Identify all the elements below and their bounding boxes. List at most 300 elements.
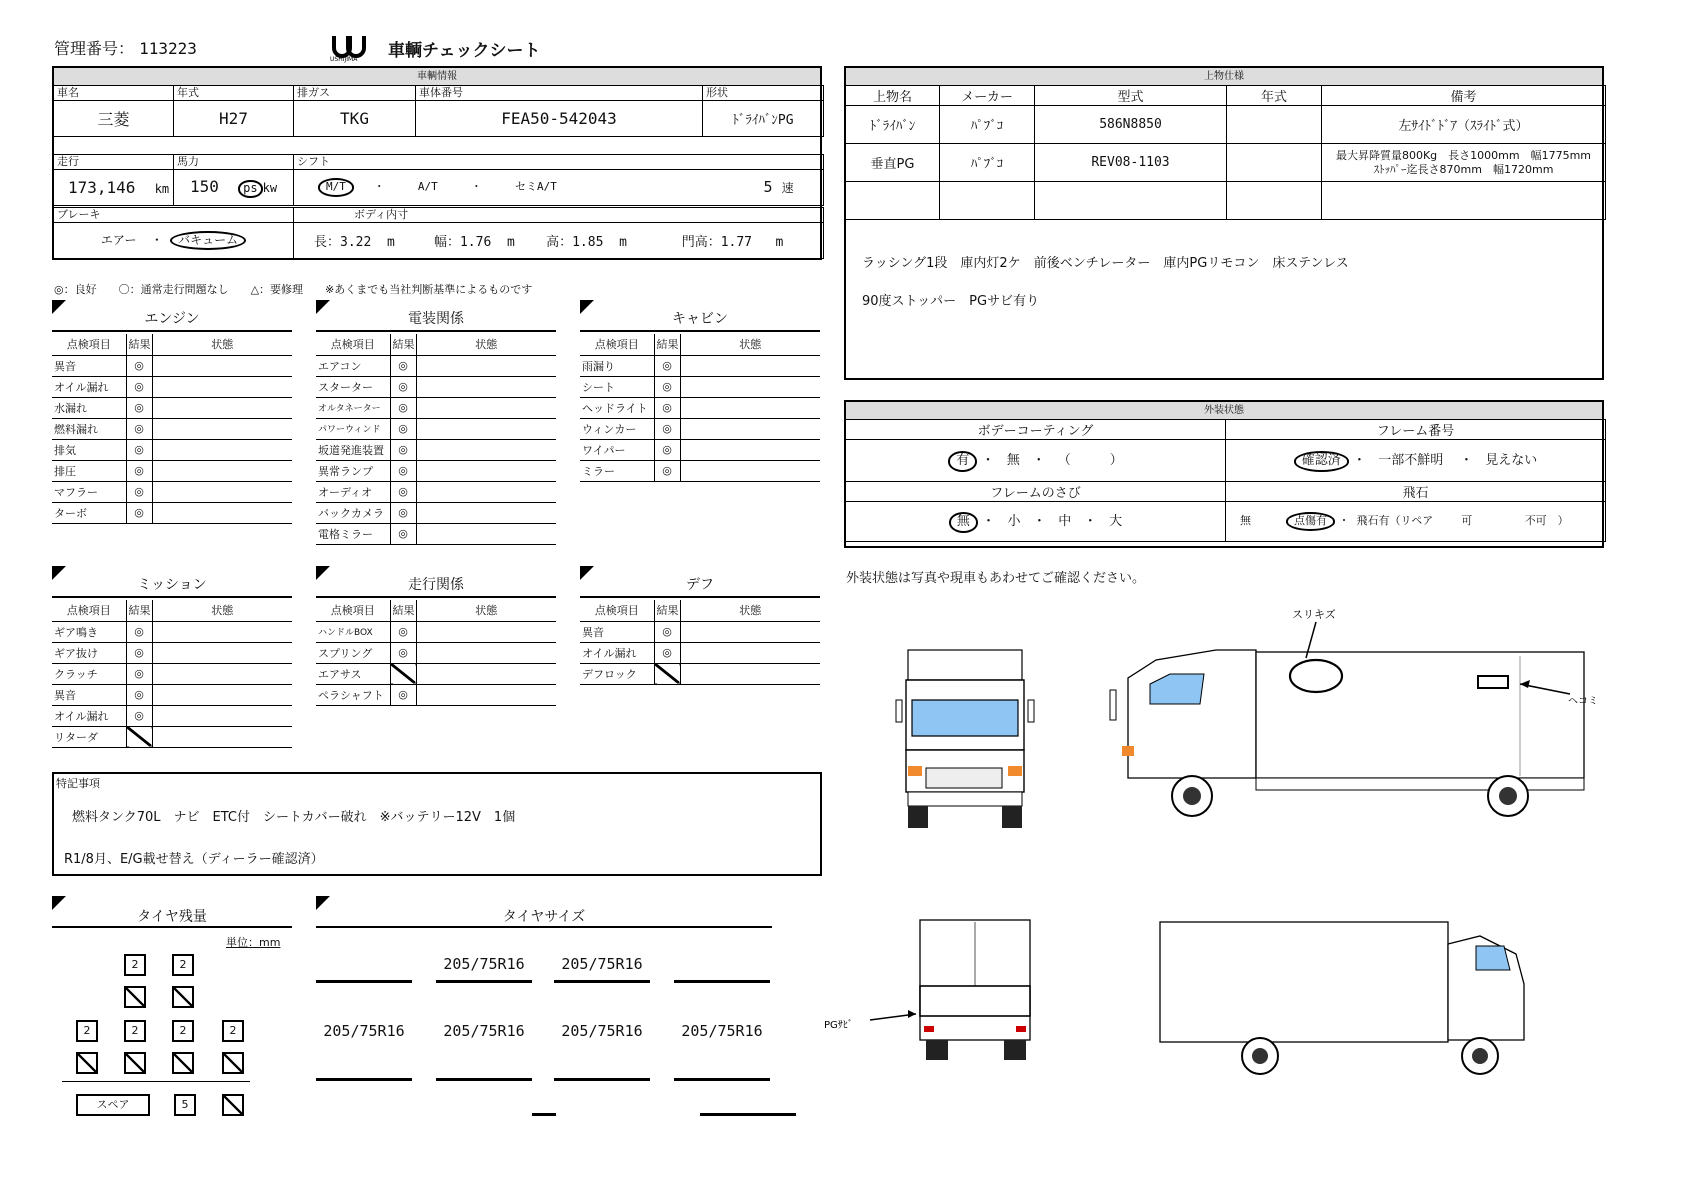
item-state [152,376,292,397]
stone-options: 無 点傷有 ・ 飛石有（リペア 可 不可 ） [1226,502,1606,542]
label-chassis: 車体番号 [416,86,703,101]
item-state [416,397,556,418]
table-row [316,684,556,705]
upper-spec-box [844,66,1604,380]
divider [316,980,412,983]
label-year: 年式 [174,86,294,101]
exterior-caption: 外装状態は写真や現車もあわせてご確認ください。 [846,571,1146,586]
body-width: 1.76 [459,235,492,250]
tire-size: 205/75R16 [443,1022,525,1040]
divider [700,1113,796,1116]
tire-slash [222,1094,244,1116]
item-name: オーディオ [316,481,390,502]
tire-remain-title: タイヤ残量 [52,906,292,928]
item-name: パワーウィンド [316,418,390,439]
item-result: ◎ [654,355,680,376]
upper-remark [1322,144,1606,182]
item-result: ◎ [126,684,152,705]
item-name: ペラシャフト [316,684,390,705]
item-name: ミラー [580,460,654,481]
item-state [152,502,292,523]
inspection-table-mission [52,600,292,748]
tire-size-title: タイヤサイズ [316,906,772,928]
item-state [680,355,820,376]
frame-number-options: 確認済 ・ 一部不鮮明 ・ 見えない [1226,440,1606,482]
tire-value: 2 [222,1020,244,1042]
section-title-drive: 走行関係 [316,574,556,598]
section-title-diff: デフ [580,574,820,598]
speeds: 5 速 [763,178,794,197]
item-name: ターボ [52,502,126,523]
divider [436,1078,532,1081]
item-result: ◎ [654,397,680,418]
item-state [416,418,556,439]
coating-yes-circled: 有 [948,451,977,471]
table-row [580,355,820,376]
mileage-unit: km [154,182,170,196]
label-body: ボディ内寸 [294,208,824,223]
item-result: ◎ [390,376,416,397]
item-name: 坂道発進装置 [316,439,390,460]
power-gate [920,986,1030,1016]
table-row [52,460,292,481]
upper-cell: 586N8850 [1035,106,1227,144]
item-state [416,621,556,642]
item-result: ◎ [126,355,152,376]
upper-notes-line1: ラッシング1段 庫内灯2ケ 前後ベンチレーター 庫内PGリモコン 床ステンレス [862,256,1349,271]
col-item: 点検項目 [52,334,126,355]
item-result: ◎ [390,684,416,705]
tire-size: 205/75R16 [323,1022,405,1040]
table-row [316,642,556,663]
tire-value: 2 [172,1020,194,1042]
item-name: マフラー [52,481,126,502]
tire-unit: 単位：mm [226,936,281,949]
item-name: スプリング [316,642,390,663]
item-state [152,663,292,684]
item-result: ◎ [126,621,152,642]
upper-cell [1227,106,1322,144]
door-height: 1.77 [720,235,753,250]
item-name: シート [580,376,654,397]
upper-spec-header: 上物仕様 [846,68,1602,86]
label-mileage: 走行 [54,155,174,170]
item-result: ◎ [126,642,152,663]
table-row [52,376,292,397]
item-result: ◎ [654,418,680,439]
truck-side-view [1110,608,1598,816]
item-state [152,642,292,663]
divider [674,1078,770,1081]
item-name: リターダ [52,726,126,747]
table-row [52,705,292,726]
item-state [152,705,292,726]
divider [316,1078,412,1081]
item-state [152,397,292,418]
spare-label: スペア [76,1094,150,1116]
table-row [316,481,556,502]
mileage-value: 173,146 [68,178,136,197]
tire-size: 205/75R16 [443,955,525,973]
col-item: 点検項目 [52,600,126,621]
inspection-table-cabin [580,334,820,482]
tire-slash [172,1052,194,1074]
item-result: ◎ [390,523,416,544]
table-row [52,397,292,418]
tire-size: 205/75R16 [681,1022,763,1040]
item-result: ◎ [390,418,416,439]
col-state: 状態 [416,600,556,621]
item-name: オイル漏れ [52,705,126,726]
label-stone-chip: 飛石 [1226,482,1606,502]
item-state [416,663,556,684]
table-row [316,523,556,544]
item-name: 異音 [52,355,126,376]
vehicle-info-header: 車輌情報 [54,68,820,86]
item-state [416,481,556,502]
item-name: ワイパー [580,439,654,460]
divider [674,980,770,983]
upper-col-header: 上物名 [846,86,940,106]
item-state [152,621,292,642]
upper-cell: ﾄﾞﾗｲﾊﾞﾝ [846,106,940,144]
item-name: ハンドルBOX [316,621,390,642]
item-state [152,684,292,705]
brake-cell: エアー ・ バキューム [54,223,294,259]
table-row [52,418,292,439]
item-result: ◎ [126,376,152,397]
item-state [680,439,820,460]
table-row [316,418,556,439]
col-state: 状態 [152,600,292,621]
item-state [416,355,556,376]
col-item: 点検項目 [580,600,654,621]
item-result [654,663,680,684]
item-result: ◎ [126,705,152,726]
exterior-header: 外装状態 [846,402,1602,420]
item-result: ◎ [390,642,416,663]
vehicle-exhaust: TKG [294,101,416,137]
upper-col-header: 年式 [1227,86,1322,106]
item-result: ◎ [390,481,416,502]
power-value: 150 [190,177,219,197]
power-cell [174,170,294,206]
item-state [416,684,556,705]
item-result: ◎ [390,439,416,460]
upper-cell: 垂直PG [846,144,940,182]
table-row [52,684,292,705]
notes-title: 特記事項 [56,777,100,790]
management-number: 管理番号： 113223 [54,39,197,58]
item-result: ◎ [654,376,680,397]
tire-slash [124,1052,146,1074]
section-title-cabin: キャビン [580,308,820,332]
col-result: 結果 [654,334,680,355]
tire-value: 2 [76,1020,98,1042]
upper-col-header: メーカー [940,86,1035,106]
tire-slash [172,986,194,1008]
remark-line1: 最大昇降質量800Kg 長さ1000mm 幅1775mm [1335,148,1592,162]
item-state [416,642,556,663]
table-row [316,621,556,642]
section-title-engine: エンジン [52,308,292,332]
label-exhaust: 排ガス [294,86,416,101]
col-result: 結果 [126,600,152,621]
page-title: 車輌チェックシート [388,41,541,61]
item-result: ◎ [126,439,152,460]
remark-line2: ｽﾄｯﾊﾟｰ迄長さ870mm 幅1720mm [1373,162,1554,176]
item-result: ◎ [126,481,152,502]
item-name: エアサス [316,663,390,684]
section-title-mission: ミッション [52,574,292,598]
label-name: 車名 [54,86,174,101]
upper-cell: ﾊﾟﾌﾞｺ [940,106,1035,144]
upper-cell: ﾊﾟﾌﾞｺ [940,144,1035,182]
label-frame-rust: フレームのさび [846,482,1226,502]
vehicle-info-box [52,66,822,260]
item-result: ◎ [390,397,416,418]
col-state: 状態 [680,334,820,355]
item-name: エアコン [316,355,390,376]
upper-cell: 左ｻｲﾄﾞﾄﾞｱ（ｽﾗｲﾄﾞ式） [1322,106,1606,144]
label-power: 馬力 [174,155,294,170]
divider [554,980,650,983]
divider [532,1113,556,1116]
table-row [580,397,820,418]
col-state: 状態 [416,334,556,355]
table-row [52,502,292,523]
vehicle-year: H27 [174,101,294,137]
item-name: 排圧 [52,460,126,481]
tire-slash [76,1052,98,1074]
item-result: ◎ [126,460,152,481]
item-state [416,502,556,523]
label-brake: ブレーキ [54,208,294,223]
col-result: 結果 [390,600,416,621]
item-state [152,460,292,481]
label-coating: ボデーコーティング [846,420,1226,440]
exterior-table [845,419,1606,542]
svg-text:USHIJIMA: USHIJIMA [330,56,358,63]
item-result [390,663,416,684]
col-state: 状態 [680,600,820,621]
col-state: 状態 [152,334,292,355]
item-name: クラッチ [52,663,126,684]
dent-label: ヘコミ [1568,696,1598,707]
item-name: デフロック [580,663,654,684]
divider [62,1081,250,1082]
rust-none-circled: 無 [949,512,978,532]
kw-unit: kw [262,181,278,196]
tire-value: 2 [124,954,146,976]
item-result: ◎ [654,642,680,663]
col-result: 結果 [126,334,152,355]
tire-value: 2 [124,1020,146,1042]
item-state [680,418,820,439]
mileage-cell [54,170,174,206]
company-logo [330,34,376,62]
table-row [52,355,292,376]
col-item: 点検項目 [316,600,390,621]
section-title-electric: 電装関係 [316,308,556,332]
item-state [416,376,556,397]
table-row [580,376,820,397]
item-result: ◎ [126,418,152,439]
coating-options: 有 ・ 無 ・ （ ） [846,440,1226,482]
table-row [580,418,820,439]
label-shape: 形状 [703,86,824,101]
label-shift: シフト [294,155,824,170]
mt-circled: M/T [318,178,354,196]
table-row [580,460,820,481]
exterior-box [844,400,1604,548]
item-name: ウィンカー [580,418,654,439]
at-option: A/T [417,180,438,194]
table-row [52,663,292,684]
item-result: ◎ [390,502,416,523]
rust-options: 無 ・ 小 ・ 中 ・ 大 [846,502,1226,542]
item-name: バックカメラ [316,502,390,523]
upper-spec-table [845,85,1606,220]
frame-confirmed-circled: 確認済 [1294,451,1349,471]
truck-side-view-2 [1160,922,1524,1074]
item-state [416,523,556,544]
col-result: 結果 [654,600,680,621]
vehicle-body-table [53,207,824,259]
tire-value: 2 [172,954,194,976]
item-result: ◎ [390,460,416,481]
table-row [52,621,292,642]
special-notes-box [52,772,822,876]
tire-size: 205/75R16 [561,955,643,973]
item-name: スターター [316,376,390,397]
item-result: ◎ [654,460,680,481]
col-result: 結果 [390,334,416,355]
item-name: ヘッドライト [580,397,654,418]
inspection-table-engine [52,334,292,524]
item-state [152,355,292,376]
inspection-table-diff [580,600,820,685]
table-row [580,642,820,663]
item-name: ギア鳴き [52,621,126,642]
vehicle-name: 三菱 [54,101,174,137]
item-name: 燃料漏れ [52,418,126,439]
item-state [680,397,820,418]
scratch-label: スリキズ [1292,608,1336,621]
item-state [416,460,556,481]
item-state [152,726,292,747]
vehicle-shape: ﾄﾞﾗｲﾊﾞﾝPG [703,101,824,137]
label-frame-number: フレーム番号 [1226,420,1606,440]
item-result: ◎ [654,621,680,642]
brake-vacuum-circled: バキューム [170,231,246,250]
body-height: 1.85 [572,235,604,250]
item-name: 排気 [52,439,126,460]
item-result: ◎ [126,397,152,418]
tire-slash [222,1052,244,1074]
body-length: 3.22 [340,235,372,250]
upper-notes-line2: 90度ストッパー PGサビ有り [862,294,1040,309]
item-result [126,726,152,747]
legend: ◎：良好 〇：通常走行問題なし △：要修理 ※あくまでも当社判断基準によるものです [54,283,533,296]
item-result: ◎ [126,502,152,523]
tire-size: 205/75R16 [561,1022,643,1040]
item-state [152,481,292,502]
spare-value: 5 [174,1094,196,1116]
item-name: 雨漏り [580,355,654,376]
divider [436,980,532,983]
table-row [316,439,556,460]
tire-slash [124,986,146,1008]
shift-cell: M/T ・ A/T ・ セミA/T 5 速 [294,170,824,206]
table-row [316,460,556,481]
item-name: 異音 [580,621,654,642]
upper-cell: REV08-1103 [1035,144,1227,182]
item-name: 異音 [52,684,126,705]
brake-air: エアー [100,232,137,247]
item-state [680,376,820,397]
item-name: オイル漏れ [52,376,126,397]
pg-rust-label: PGｻﾋﾞ [824,1020,853,1031]
vehicle-chassis: FEA50-542043 [416,101,703,137]
table-row [316,502,556,523]
upper-col-header: 備考 [1322,86,1606,106]
col-item: 点検項目 [580,334,654,355]
item-result: ◎ [126,663,152,684]
inspection-table-electric [316,334,556,545]
table-row [316,397,556,418]
table-row [316,663,556,684]
item-state [680,663,820,684]
notes-line1: 燃料タンク70L ナビ ETC付 シートカバー破れ ※バッテリー12V 1個 [72,810,516,825]
item-name: 異常ランプ [316,460,390,481]
item-result: ◎ [390,355,416,376]
table-row [52,642,292,663]
item-state [152,418,292,439]
inspection-table-drive [316,600,556,706]
upper-col-header: 型式 [1035,86,1227,106]
item-state [416,439,556,460]
divider [554,1078,650,1081]
item-result: ◎ [390,621,416,642]
truck-diagrams [824,600,1600,1100]
table-row [52,481,292,502]
item-name: 水漏れ [52,397,126,418]
table-row [52,726,292,747]
upper-cell [1227,144,1322,182]
table-row [580,439,820,460]
table-row [52,439,292,460]
table-row [580,663,820,684]
item-name: オイル漏れ [580,642,654,663]
vehicle-info-table [53,85,824,137]
stone-dent-circled: 点傷有 [1286,512,1335,530]
col-item: 点検項目 [316,334,390,355]
table-row [316,355,556,376]
table-row [316,376,556,397]
item-name: 電格ミラー [316,523,390,544]
item-state [680,642,820,663]
semi-at-option: セミA/T [515,180,557,194]
table-row [580,621,820,642]
item-state [680,460,820,481]
item-state [680,621,820,642]
body-dims-cell: 長：3.22 m 幅：1.76 m 高：1.85 m 門高：1.77 m [294,223,824,259]
ps-circled: ps [238,180,262,197]
truck-rear-view [824,920,1030,1060]
notes-line2: R1/8月、E/G載せ替え（ディーラー確認済） [64,852,324,867]
item-name: オルタネーター [316,397,390,418]
